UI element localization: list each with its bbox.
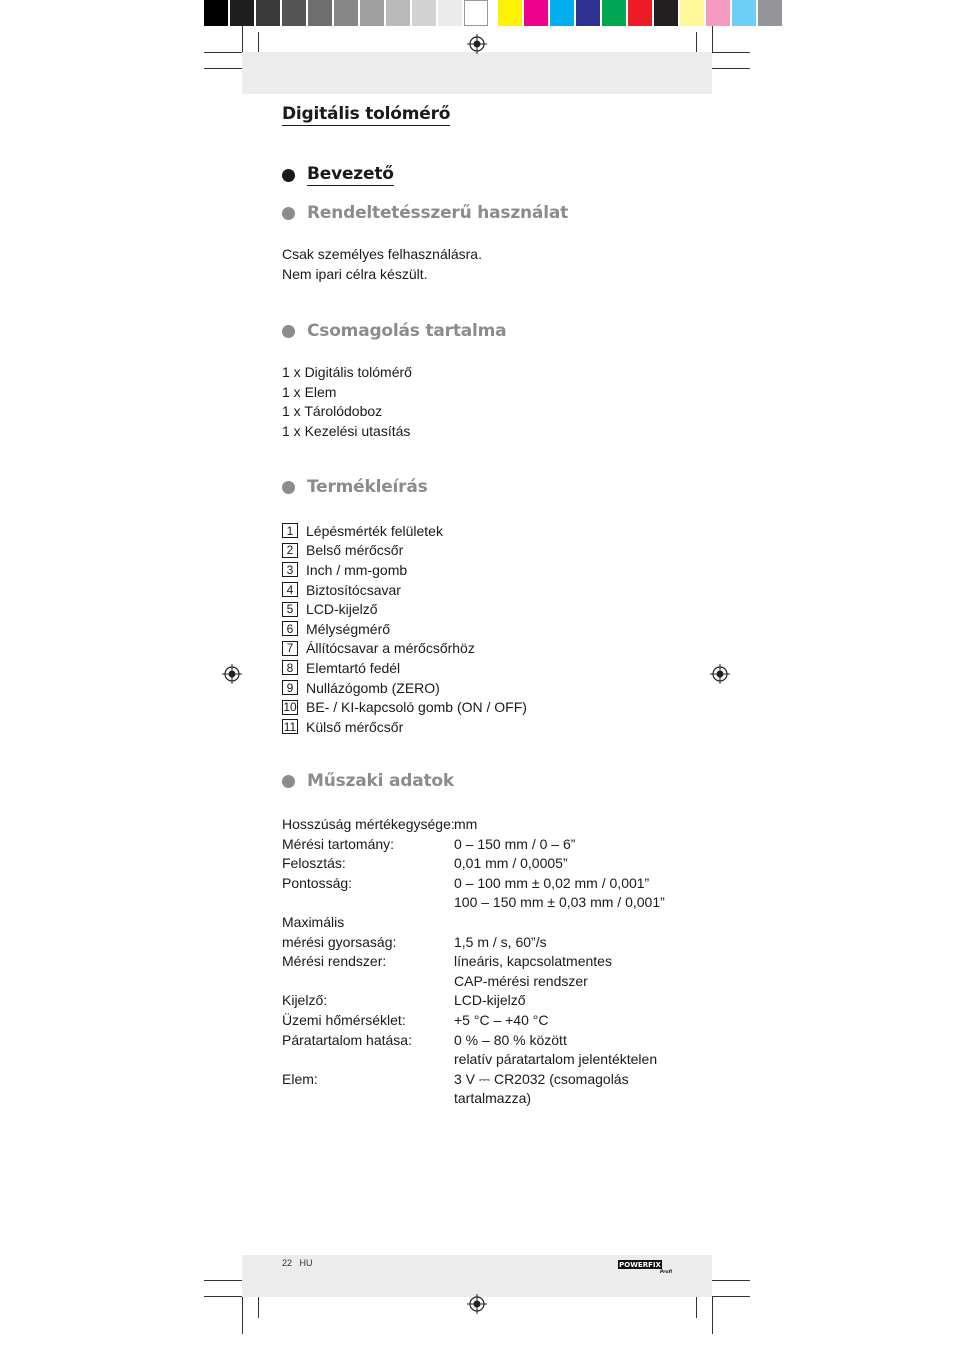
crop-mark [712,1296,750,1297]
spec-label: Mérési rendszer: [282,953,387,970]
list-item [282,658,527,678]
table-row [282,1070,665,1090]
color-swatch [732,0,756,26]
registration-mark-icon [222,664,242,684]
section-heading-text: Termékleírás [307,477,428,497]
color-swatch [360,0,384,26]
color-swatch [256,0,280,26]
crop-mark [696,1296,697,1318]
crop-mark [204,68,242,69]
table-row [282,972,665,992]
bullet-icon [282,325,295,338]
table-row [282,815,665,835]
color-swatch [628,0,652,26]
part-number: 4 [282,582,298,597]
text-line: Nem ipari célra készült. [282,265,428,282]
list-item [282,678,527,698]
color-swatch [464,0,488,26]
crop-mark [712,52,750,53]
registration-mark-icon [467,1294,487,1314]
part-label: Belső mérőcsőr [306,542,404,559]
spec-label: Pontosság: [282,874,353,891]
spec-value: +5 °C – +40 °C [454,1011,549,1028]
spec-value: tartalmazza) [454,1090,532,1107]
table-row [282,933,665,953]
specs-table [282,815,665,1109]
table-row [282,854,665,874]
part-number: 6 [282,621,298,636]
section-heading-text: Csomagolás tartalma [307,321,507,341]
table-row [282,952,665,972]
spec-value: LCD-kijelző [454,992,526,1009]
list-item [282,717,527,737]
spec-label: Felosztás: [282,855,346,872]
color-calibration-bar [204,0,784,26]
part-number: 5 [282,602,298,617]
part-label: Külső mérőcsőr [306,718,404,735]
part-number: 2 [282,543,298,558]
table-row [282,913,665,933]
intended-use-text [282,245,482,284]
spec-value: CAP-mérési rendszer [454,972,588,989]
spec-value: 0 – 100 mm ± 0,02 mm / 0,001” [454,874,650,891]
spec-label: Páratartalom hatása: [282,1031,412,1048]
crop-mark [258,32,259,52]
section-heading-specs [282,771,454,791]
list-item: 1 x Tárolódoboz [282,403,383,420]
header-band [242,52,712,94]
spec-value: 0 % – 80 % között [454,1031,567,1048]
text-line: Csak személyes felhasználásra. [282,246,482,262]
registration-mark-icon [467,34,487,54]
list-item: 1 x Elem [282,383,337,400]
color-swatch [334,0,358,26]
crop-mark [204,1296,242,1297]
spec-value: líneáris, kapcsolatmentes [454,953,612,970]
spec-label: Hosszúság mértékegysége: [282,816,455,832]
spec-value: 1,5 m / s, 60”/s [454,933,547,950]
color-swatch [576,0,600,26]
table-row [282,1050,665,1070]
spec-label: Maximális [282,913,345,930]
list-item [282,560,527,580]
color-swatch [438,0,462,26]
section-heading-text: Bevezető [307,164,394,184]
spec-value: 0 – 150 mm / 0 – 6” [454,835,576,852]
list-item [282,697,527,717]
registration-mark-icon [710,664,730,684]
color-swatch [654,0,678,26]
spec-label: Üzemi hőmérséklet: [282,1011,406,1028]
list-item [282,580,527,600]
color-swatch [386,0,410,26]
section-heading-text: Műszaki adatok [307,771,454,791]
spec-label: mérési gyorsaság: [282,933,397,950]
spec-value: 100 – 150 mm ± 0,03 mm / 0,001” [454,894,665,911]
color-swatch [602,0,626,26]
page-title: Digitális tolómérő [282,104,451,124]
logo-text: POWERFIX [619,1261,661,1270]
color-swatch [680,0,704,26]
spec-value: 3 V ⎓ CR2032 (csomagolás [454,1070,629,1087]
section-heading-package [282,321,506,341]
part-number: 3 [282,562,298,577]
logo-subtext: Profi [659,1270,673,1275]
section-heading-text: Rendeltetésszerű használat [307,203,569,223]
part-label: Állítócsavar a mérőcsőrhöz [306,640,475,657]
list-item [282,541,527,561]
bullet-icon [282,207,295,220]
part-number: 11 [283,719,297,734]
bullet-icon [282,481,295,494]
spec-value: relatív páratartalom jelentéktelen [454,1051,658,1068]
parts-list [282,521,527,737]
list-item [282,521,527,541]
crop-mark [204,1280,242,1281]
spec-label [282,1050,454,1070]
package-contents-list [282,363,412,441]
spec-value: mm [454,816,478,832]
table-row [282,835,665,855]
crop-mark [242,1296,243,1334]
color-swatch [524,0,548,26]
part-label: Elemtartó fedél [306,659,401,676]
spec-label [282,1089,454,1109]
bullet-icon [282,169,295,182]
crop-mark [712,26,713,52]
list-item [282,619,527,639]
crop-mark [712,1280,750,1281]
part-number: 8 [282,660,298,675]
part-label: Lépésmérték felületek [306,522,443,539]
table-row [282,1011,665,1031]
powerfix-logo [618,1259,673,1275]
list-item: 1 x Digitális tolómérő [282,364,412,380]
crop-mark [712,1296,713,1334]
spec-label: Mérési tartomány: [282,835,395,852]
spec-label [282,972,454,992]
part-label: Biztosítócsavar [306,581,401,598]
color-swatch [204,0,228,26]
spec-label [282,893,454,913]
spec-value: 0,01 mm / 0,0005” [454,855,568,872]
crop-mark [242,26,243,52]
part-number: 1 [282,523,298,538]
color-swatch [550,0,574,26]
page-number: 22 [282,1258,293,1268]
spec-label: Kijelző: [282,992,328,1009]
part-label: Inch / mm-gomb [306,561,408,578]
part-label: LCD-kijelző [306,601,378,618]
bullet-icon [282,775,295,788]
table-row [282,893,665,913]
color-swatch [758,0,782,26]
part-number: 7 [282,641,298,656]
section-heading-intro [282,164,394,186]
table-row [282,1031,665,1051]
list-item: 1 x Kezelési utasítás [282,422,411,439]
section-heading-intended-use [282,203,568,223]
crop-mark [204,52,242,53]
list-item [282,599,527,619]
color-swatch [498,0,522,26]
part-number: 9 [282,680,298,695]
color-swatch [282,0,306,26]
spec-label: Elem: [282,1070,318,1087]
page-footer [282,1258,313,1268]
part-label: Nullázógomb (ZERO) [306,679,440,696]
list-item [282,639,527,659]
table-row [282,874,665,894]
color-swatch [706,0,730,26]
crop-mark [712,68,750,69]
table-row [282,991,665,1011]
color-swatch [308,0,332,26]
crop-mark [258,1296,259,1318]
part-label: BE- / KI-kapcsoló gomb (ON / OFF) [306,699,527,716]
section-heading-description [282,477,428,497]
part-label: Mélységmérő [306,620,391,637]
table-row [282,1089,665,1109]
color-swatch [412,0,436,26]
language-code: HU [299,1258,313,1268]
part-number: 10 [283,700,297,715]
crop-mark [696,32,697,52]
color-swatch [230,0,254,26]
